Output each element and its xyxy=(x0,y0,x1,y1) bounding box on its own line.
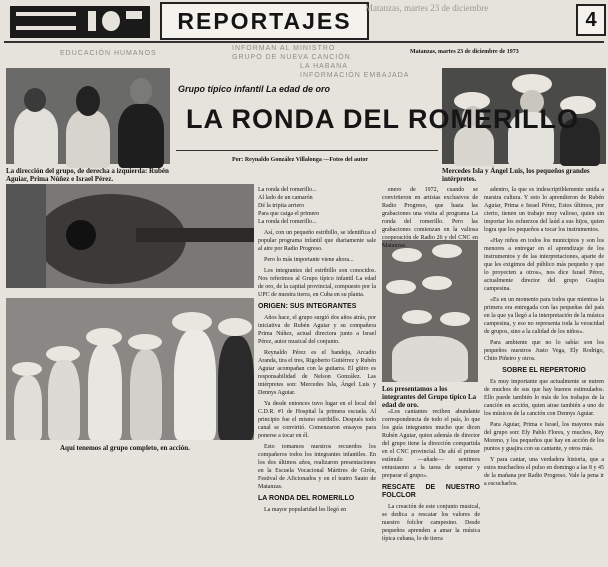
paragraph: Es muy importante que actualmente se nutren de muchos de sus que hay buenos estimulados. Ello puede también lo más de los trabajos de la canción en acción, quien atrae también a uno de los músicos de la canción con Dennys Aguiar. xyxy=(484,379,604,417)
caption-directors: La dirección del grupo, de derecha a izquierda: Rubén Aguiar, Prima Núñez e Israel Pérez. xyxy=(6,167,169,183)
bleed-through-line: INFORMAN AL MINISTRO xyxy=(232,45,336,52)
subheading: SOBRE EL REPERTORIO xyxy=(502,367,586,374)
paragraph: enero de 1972, cuando se convirtieron en artistas exclusivos de Radio Progreso, que hasta las grabaciones una visita al programa La ronda del romerillo. Pero las grabaciones comienzan en la valiosa cooperación de Radio 26 y del CNC en Matanzas. xyxy=(382,187,478,249)
paragraph: «Hay niños en todos los municipios y son los menores a entregar en el aprendizaje de los instrumentos y de las interpretaciones, aparte de que les exigimos del público más pequeño y que lo proyecten a otros», nos dice Israel Pérez, actualmente director del grupo Guajira campesina. xyxy=(484,238,604,292)
paragraph: Ya desde entonces tuvo lugar en el local del C.D.R. #1 de Hospital la primera escuela. Al principio fue el mismo estribillo. Después todo canal se convirtió. Comenzaron ensayos para ponerse a tocar en él. xyxy=(258,401,376,439)
verse-line: La ronda del romerillo... xyxy=(258,187,317,193)
article-column-2-bottom xyxy=(382,408,480,566)
section-title: REPORTAJES xyxy=(160,2,369,40)
paragraph: Pero lo más importante viene ahora... xyxy=(264,257,354,263)
paragraph: Y para cantar, una verdadera historia, que a estos muchachos el pulso en domingo a las 8 y 45 de la mañana por Radio Progreso. Vale la pena ir a escucharlos. xyxy=(484,457,604,487)
bleed-through-line: GRUPO DE NUEVA CANCIÓN xyxy=(232,54,351,61)
article-column-3 xyxy=(484,186,604,566)
paragraph: «Es en un momento para todos que mientras la primera era entregada con las pequeñas del país en la que ya llegó a la interpretación de la música campesina, y eso no representa toda la veracidad de grupos, sino a la calidad de los niños». xyxy=(484,297,604,335)
page-number: 4 xyxy=(576,4,606,36)
bleed-through-line: INFORMACIÓN EMBAJADA xyxy=(300,72,410,79)
newspaper-logo xyxy=(10,6,150,38)
paragraph: Para ambiente que no lo sabía: son los pequeños nuestros Justo Vega, Ely Rodrigo, Chito Piñeiro y otros. xyxy=(484,340,604,362)
dateline: Matanzas, martes 23 de diciembre de 1973 xyxy=(410,49,519,55)
photo-guitar xyxy=(6,184,254,288)
subheading: ORIGEN: SUS INTEGRANTES xyxy=(258,303,357,310)
paragraph: Para Aguiar, Prima e Israel, los mayores más del grupo son: Ely Pablo Flores, y muchos, Rey Moreno, y los pequeños que hay en acción de los puntos y guajira con su cantante, y otros más. xyxy=(484,422,604,452)
paragraph: Los integrantes del estribillo son conocidos. Nos referimos al Grupo típico infantil La edad de oro, de la capital provincial, compuesto por la UPC de nuestra tierra, en Cuba en su planta. xyxy=(258,268,376,298)
paragraph: Reynaldo Pérez es el bandeja, Arcadio Aranda, tira el tres, Rigoberto Gutiérrez y Rubén Aguiar acompañan con la guitarra. El güiro es responsabilidad de Nelson González. Las intérpretes son: Mercedes Isla, Ángel Luis y Dennys Aguiar. xyxy=(258,350,376,396)
verse-line: Para que caiga el primero xyxy=(258,211,320,217)
caption-soloists: Mercedes Isla y Ángel Luis, los pequeños grandes intérpretes. xyxy=(442,167,590,183)
subheading: RESCATE DE NUESTRO FOLCLOR xyxy=(382,484,480,499)
verse-line: Dé la tripita arriero xyxy=(258,203,305,209)
header-rule xyxy=(4,41,604,43)
verse-line: La ronda del romerillo... xyxy=(258,219,317,225)
paragraph: Esto tomamos nuestros recuerdos los compañeros todos los integrantes infantiles. En los dos últimos años, realizaron presentaciones en la Escuela Vocacional Mártires de Girón, Festival de Aficionados y en el teatro Sauto de Matanzas. xyxy=(258,444,376,490)
headline-rule xyxy=(176,150,438,151)
bleed-through-line: EDUCACIÓN HUMANOS xyxy=(60,50,157,57)
caption-group-seated: Los presentamos a los integrantes del Grupo típico La edad de oro. xyxy=(382,385,477,409)
photo-group-action xyxy=(6,298,254,440)
paragraph: La mayor popularidad les llegó en xyxy=(264,507,347,513)
paragraph: La creación de este conjunto musical, se dedica a rescatar los valores de nuestro folclor campesino. Desde pequeños aprenden a amar la música típica cubana, lo de tierra xyxy=(382,504,480,542)
caption-group-action: Aquí tenemos al grupo completo, en acción. xyxy=(60,444,190,452)
bleed-through-line: LA HABANA xyxy=(300,63,348,70)
verse-line: Al lado de un camarón xyxy=(258,195,313,201)
ghost-masthead: Matanzas, martes 23 de diciembre xyxy=(365,3,489,13)
article-column-1 xyxy=(258,186,376,566)
photo-group-seated xyxy=(382,240,478,382)
article-byline: Por: Reynaldo González Villalonga —Fotos del autor xyxy=(232,157,368,163)
subheading: LA RONDA DEL ROMERILLO xyxy=(258,495,355,502)
paragraph: «Los cantantes reciben abundante correspondencia de todo el país, lo que los guía integrantes mucho que dicen Rubén Aguiar, quien además de director del grupo tiene la dirección compartida en el CNC provincial. De ahí el primer estímulo —añade— sentimos entusiasmo a la tarea de superar y preparar el grupo». xyxy=(382,409,480,479)
article-headline: LA RONDA DEL ROMERILLO xyxy=(186,104,579,134)
paragraph: Años hace, el grupo surgió dos años atrás, por iniciativa de Rubén Aguiar y su compañera Prima Núñez, actual directora junto a Israel Pérez, autor musical del conjunto. xyxy=(258,315,376,345)
paragraph: adentro, la que es indescriptiblemente unida a nuestra cultura. Y esto lo aprendieron de Rubén Aguiar, Prima e Israel Pérez, Estos últimos, por cierto, tienen un trabajo muy valioso, quien sin importar los esfuerzos del laúd a sus hijos, quien logra que los pequeños a tocar los instrumentos. xyxy=(484,187,604,233)
article-kicker: Grupo típico infantil La edad de oro xyxy=(178,84,331,94)
paragraph: Así, con un pequeño estribillo, se identifica el popular programa infantil que diariamente sale al aire por Radio Progreso. xyxy=(258,230,376,252)
article-column-2-top xyxy=(382,186,478,249)
photo-directors xyxy=(6,68,170,164)
